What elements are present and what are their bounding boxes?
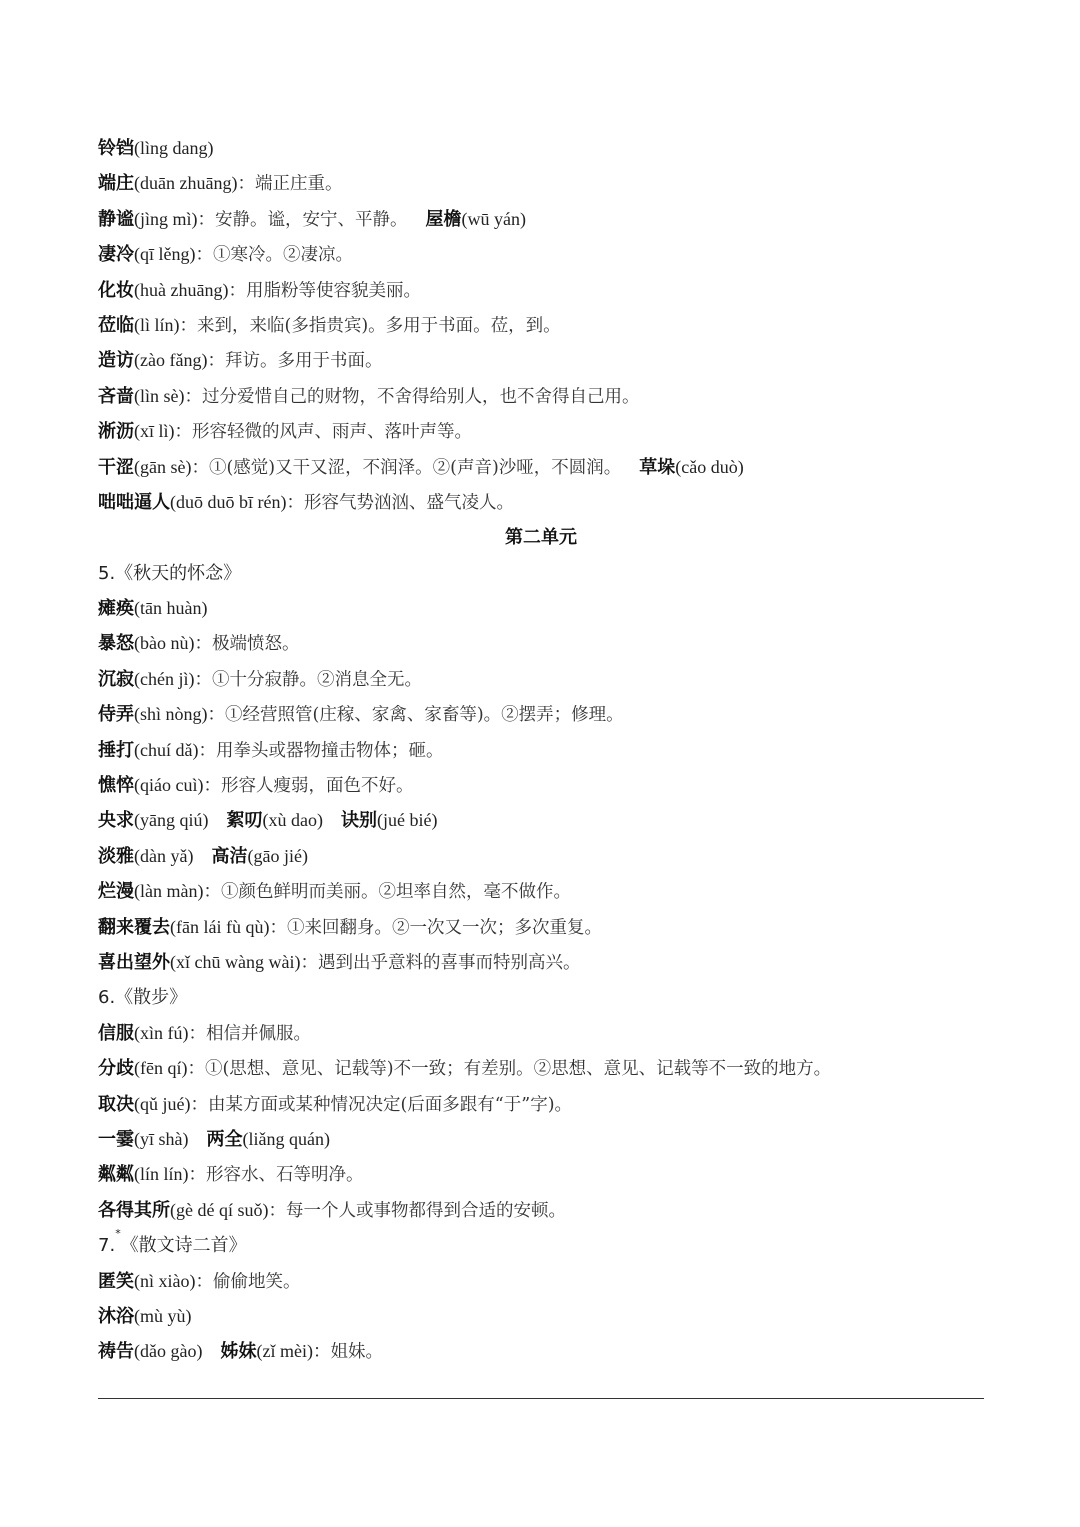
unit-title: 第二单元 xyxy=(505,527,577,549)
vocab-pinyin: (jìng mì) xyxy=(134,208,198,229)
vocab-pinyin: (lín lín) xyxy=(134,1164,189,1185)
vocab-line xyxy=(98,768,984,803)
vocab-word: 端庄 xyxy=(98,173,134,195)
lesson-heading xyxy=(98,980,984,1015)
vocab-pinyin: (cǎo duò) xyxy=(675,456,744,477)
vocab-definition: ：安静。谧，安宁、平静。 xyxy=(197,209,408,230)
vocab-pinyin: (shì nòng) xyxy=(134,704,208,725)
vocab-line xyxy=(98,131,984,166)
vocab-line xyxy=(98,1299,984,1334)
vocab-line xyxy=(98,662,984,697)
vocab-pinyin: (yī shà) xyxy=(134,1128,189,1149)
vocab-word: 取决 xyxy=(98,1093,134,1115)
vocab-word: 一霎 xyxy=(98,1128,134,1150)
vocab-line xyxy=(98,945,984,980)
vocab-word: 吝啬 xyxy=(98,385,134,407)
vocab-word: 分歧 xyxy=(98,1058,134,1080)
vocab-line xyxy=(98,1051,984,1086)
vocab-word: 草垛 xyxy=(639,456,676,478)
vocab-definition: ：形容人瘦弱，面色不好。 xyxy=(203,776,414,797)
vocab-pinyin: (huà zhuāng) xyxy=(134,279,229,300)
vocab-word: 侍弄 xyxy=(98,704,134,726)
vocab-pinyin: (zào fǎng) xyxy=(134,350,208,371)
vocab-line xyxy=(98,1264,984,1299)
vocab-word: 高洁 xyxy=(211,845,248,867)
vocab-word: 屋檐 xyxy=(425,208,462,230)
vocab-word: 咄咄逼人 xyxy=(98,491,170,513)
vocab-line xyxy=(98,485,984,520)
optional-marker: * xyxy=(115,1227,121,1241)
vocab-definition: ：姐妹。 xyxy=(312,1342,383,1363)
vocab-line xyxy=(98,839,984,874)
vocab-pinyin: (fān lái fù qù) xyxy=(170,916,270,937)
vocab-pinyin: (mù yù) xyxy=(134,1305,192,1326)
vocab-definition: ：偷偷地笑。 xyxy=(195,1271,301,1292)
vocab-pinyin: (chuí dǎ) xyxy=(134,739,199,760)
vocab-line xyxy=(98,1087,984,1122)
vocab-definition: ：①颜色鲜明而美丽。②坦率自然，毫不做作。 xyxy=(203,882,571,903)
vocab-word: 翻来覆去 xyxy=(98,916,170,938)
vocab-pinyin: (bào nù) xyxy=(134,633,195,654)
vocab-pinyin: (jué bié) xyxy=(376,810,438,831)
vocab-line xyxy=(98,1157,984,1192)
vocabulary-list xyxy=(98,131,984,1370)
vocab-word: 匿笑 xyxy=(98,1270,134,1292)
vocab-line xyxy=(98,308,984,343)
vocab-pinyin: (qǔ jué) xyxy=(134,1093,191,1114)
lesson-number: 5.《秋天的怀念》 xyxy=(98,562,242,584)
vocab-definition: ：每一个人或事物都得到合适的安顿。 xyxy=(268,1200,566,1221)
vocab-word: 各得其所 xyxy=(98,1199,170,1221)
vocab-definition: ：①(感觉)又干又涩，不润泽。②(声音)沙哑，不圆润。 xyxy=(191,457,622,478)
vocab-word: 沉寂 xyxy=(98,668,134,690)
lesson-title: 《散文诗二首》 xyxy=(120,1235,247,1257)
vocab-word: 淡雅 xyxy=(98,845,134,867)
vocab-line xyxy=(98,414,984,449)
vocab-pinyin: (wū yán) xyxy=(461,208,526,229)
vocab-pinyin: (yāng qiú) xyxy=(134,810,209,831)
vocab-pinyin: (xìn fú) xyxy=(134,1022,189,1043)
vocab-pinyin: (zǐ mèi) xyxy=(256,1341,313,1362)
vocab-line xyxy=(98,697,984,732)
vocab-line xyxy=(98,379,984,414)
vocab-definition: ：遇到出乎意料的喜事而特别高兴。 xyxy=(300,952,581,973)
vocab-pinyin: (lì lín) xyxy=(134,314,180,335)
vocab-definition: ：来到，来临(多指贵宾)。多用于书面。莅，到。 xyxy=(179,315,561,336)
vocab-pinyin: (xǐ chū wàng wài) xyxy=(170,951,301,972)
vocab-definition: ：①(思想、意见、记载等)不一致；有差别。②思想、意见、记载等不一致的地方。 xyxy=(187,1059,832,1080)
vocab-word: 化妆 xyxy=(98,279,134,301)
vocab-line xyxy=(98,591,984,626)
vocab-pinyin: (tān huàn) xyxy=(134,598,208,619)
vocab-line xyxy=(98,450,984,485)
lesson-heading xyxy=(98,1228,984,1263)
lesson-number: 6.《散步》 xyxy=(98,987,188,1009)
vocab-definition: ：①十分寂静。②消息全无。 xyxy=(194,669,422,690)
vocab-pinyin: (gè dé qí suǒ) xyxy=(170,1199,269,1220)
vocab-word: 两全 xyxy=(206,1128,243,1150)
vocab-word: 捶打 xyxy=(98,739,134,761)
vocab-pinyin: (gāo jié) xyxy=(247,845,308,866)
vocab-word: 干涩 xyxy=(98,456,134,478)
vocab-pinyin: (chén jì) xyxy=(134,668,195,689)
vocab-pinyin: (làn màn) xyxy=(134,881,204,902)
vocab-word: 凄冷 xyxy=(98,244,134,266)
vocab-word: 信服 xyxy=(98,1022,134,1044)
vocab-line xyxy=(98,1193,984,1228)
vocab-word: 淅沥 xyxy=(98,421,134,443)
vocab-line xyxy=(98,202,984,237)
vocab-word: 暴怒 xyxy=(98,633,134,655)
vocab-pinyin: (qiáo cuì) xyxy=(134,775,204,796)
vocab-definition: ：过分爱惜自己的财物，不舍得给别人，也不舍得自己用。 xyxy=(184,386,640,407)
vocab-line xyxy=(98,803,984,838)
vocab-line xyxy=(98,1016,984,1051)
vocab-line xyxy=(98,910,984,945)
vocab-word: 造访 xyxy=(98,350,134,372)
vocab-definition: ：形容水、石等明净。 xyxy=(188,1165,364,1186)
lesson-number: 7. xyxy=(98,1235,116,1257)
vocab-word: 静谧 xyxy=(98,208,134,230)
vocab-pinyin: (liǎng quán) xyxy=(242,1128,330,1149)
vocab-word: 沐浴 xyxy=(98,1305,134,1327)
vocab-pinyin: (lìng dang) xyxy=(134,138,214,158)
vocab-definition: ：形容轻微的风声、雨声、落叶声等。 xyxy=(174,422,472,443)
vocab-definition: ：端正庄重。 xyxy=(237,174,343,195)
vocab-definition: ：①寒冷。②凄凉。 xyxy=(195,245,353,266)
vocab-line xyxy=(98,626,984,661)
vocab-word: 喜出望外 xyxy=(98,951,170,973)
vocab-pinyin: (xù dao) xyxy=(262,810,323,831)
vocab-line xyxy=(98,1122,984,1157)
vocab-pinyin: (duō duō bī rén) xyxy=(170,491,287,512)
vocab-definition: ：由某方面或某种情况决定(后面多跟有“于”字)。 xyxy=(190,1094,573,1115)
vocab-definition: ：①经营照管(庄稼、家禽、家畜等)。②摆弄；修理。 xyxy=(207,705,624,726)
vocab-pinyin: (duān zhuāng) xyxy=(134,173,238,194)
vocab-definition: ：用拳头或器物撞击物体；砸。 xyxy=(198,740,444,761)
vocab-pinyin: (dǎo gào) xyxy=(134,1341,203,1362)
vocab-word: 祷告 xyxy=(98,1341,134,1363)
vocab-pinyin: (qī lěng) xyxy=(134,244,196,265)
vocab-word: 诀别 xyxy=(340,810,377,832)
vocab-pinyin: (fēn qí) xyxy=(134,1058,188,1079)
vocab-line xyxy=(98,237,984,272)
vocab-line xyxy=(98,1334,984,1369)
vocab-pinyin: (nì xiào) xyxy=(134,1270,196,1291)
vocab-definition: ：相信并佩服。 xyxy=(188,1023,311,1044)
vocab-word: 莅临 xyxy=(98,314,134,336)
vocab-definition: ：用脂粉等使容貌美丽。 xyxy=(228,280,421,301)
vocab-word: 央求 xyxy=(98,810,134,832)
vocab-definition: ：①来回翻身。②一次又一次；多次重复。 xyxy=(269,917,602,938)
vocab-definition: ：拜访。多用于书面。 xyxy=(207,351,383,372)
vocab-line xyxy=(98,166,984,201)
vocab-line xyxy=(98,874,984,909)
vocab-line xyxy=(98,273,984,308)
lesson-heading xyxy=(98,556,984,591)
vocab-line xyxy=(98,343,984,378)
vocab-pinyin: (gān sè) xyxy=(134,456,192,477)
vocab-word: 姊妹 xyxy=(220,1341,257,1363)
vocab-pinyin: (dàn yǎ) xyxy=(134,845,194,866)
vocab-definition: ：极端愤怒。 xyxy=(194,634,300,655)
vocab-pinyin: (xī lì) xyxy=(134,421,175,442)
footer-divider xyxy=(98,1398,984,1399)
vocab-word: 絮叨 xyxy=(226,810,263,832)
vocab-line xyxy=(98,733,984,768)
vocab-pinyin: (lìn sè) xyxy=(134,385,185,406)
vocab-word: 铃铛 xyxy=(98,138,134,159)
vocab-word: 瘫痪 xyxy=(98,598,134,620)
vocab-word: 烂漫 xyxy=(98,881,134,903)
vocab-word: 粼粼 xyxy=(98,1164,134,1186)
vocab-definition: ：形容气势汹汹、盛气凌人。 xyxy=(286,492,514,513)
vocab-word: 憔悴 xyxy=(98,775,134,797)
